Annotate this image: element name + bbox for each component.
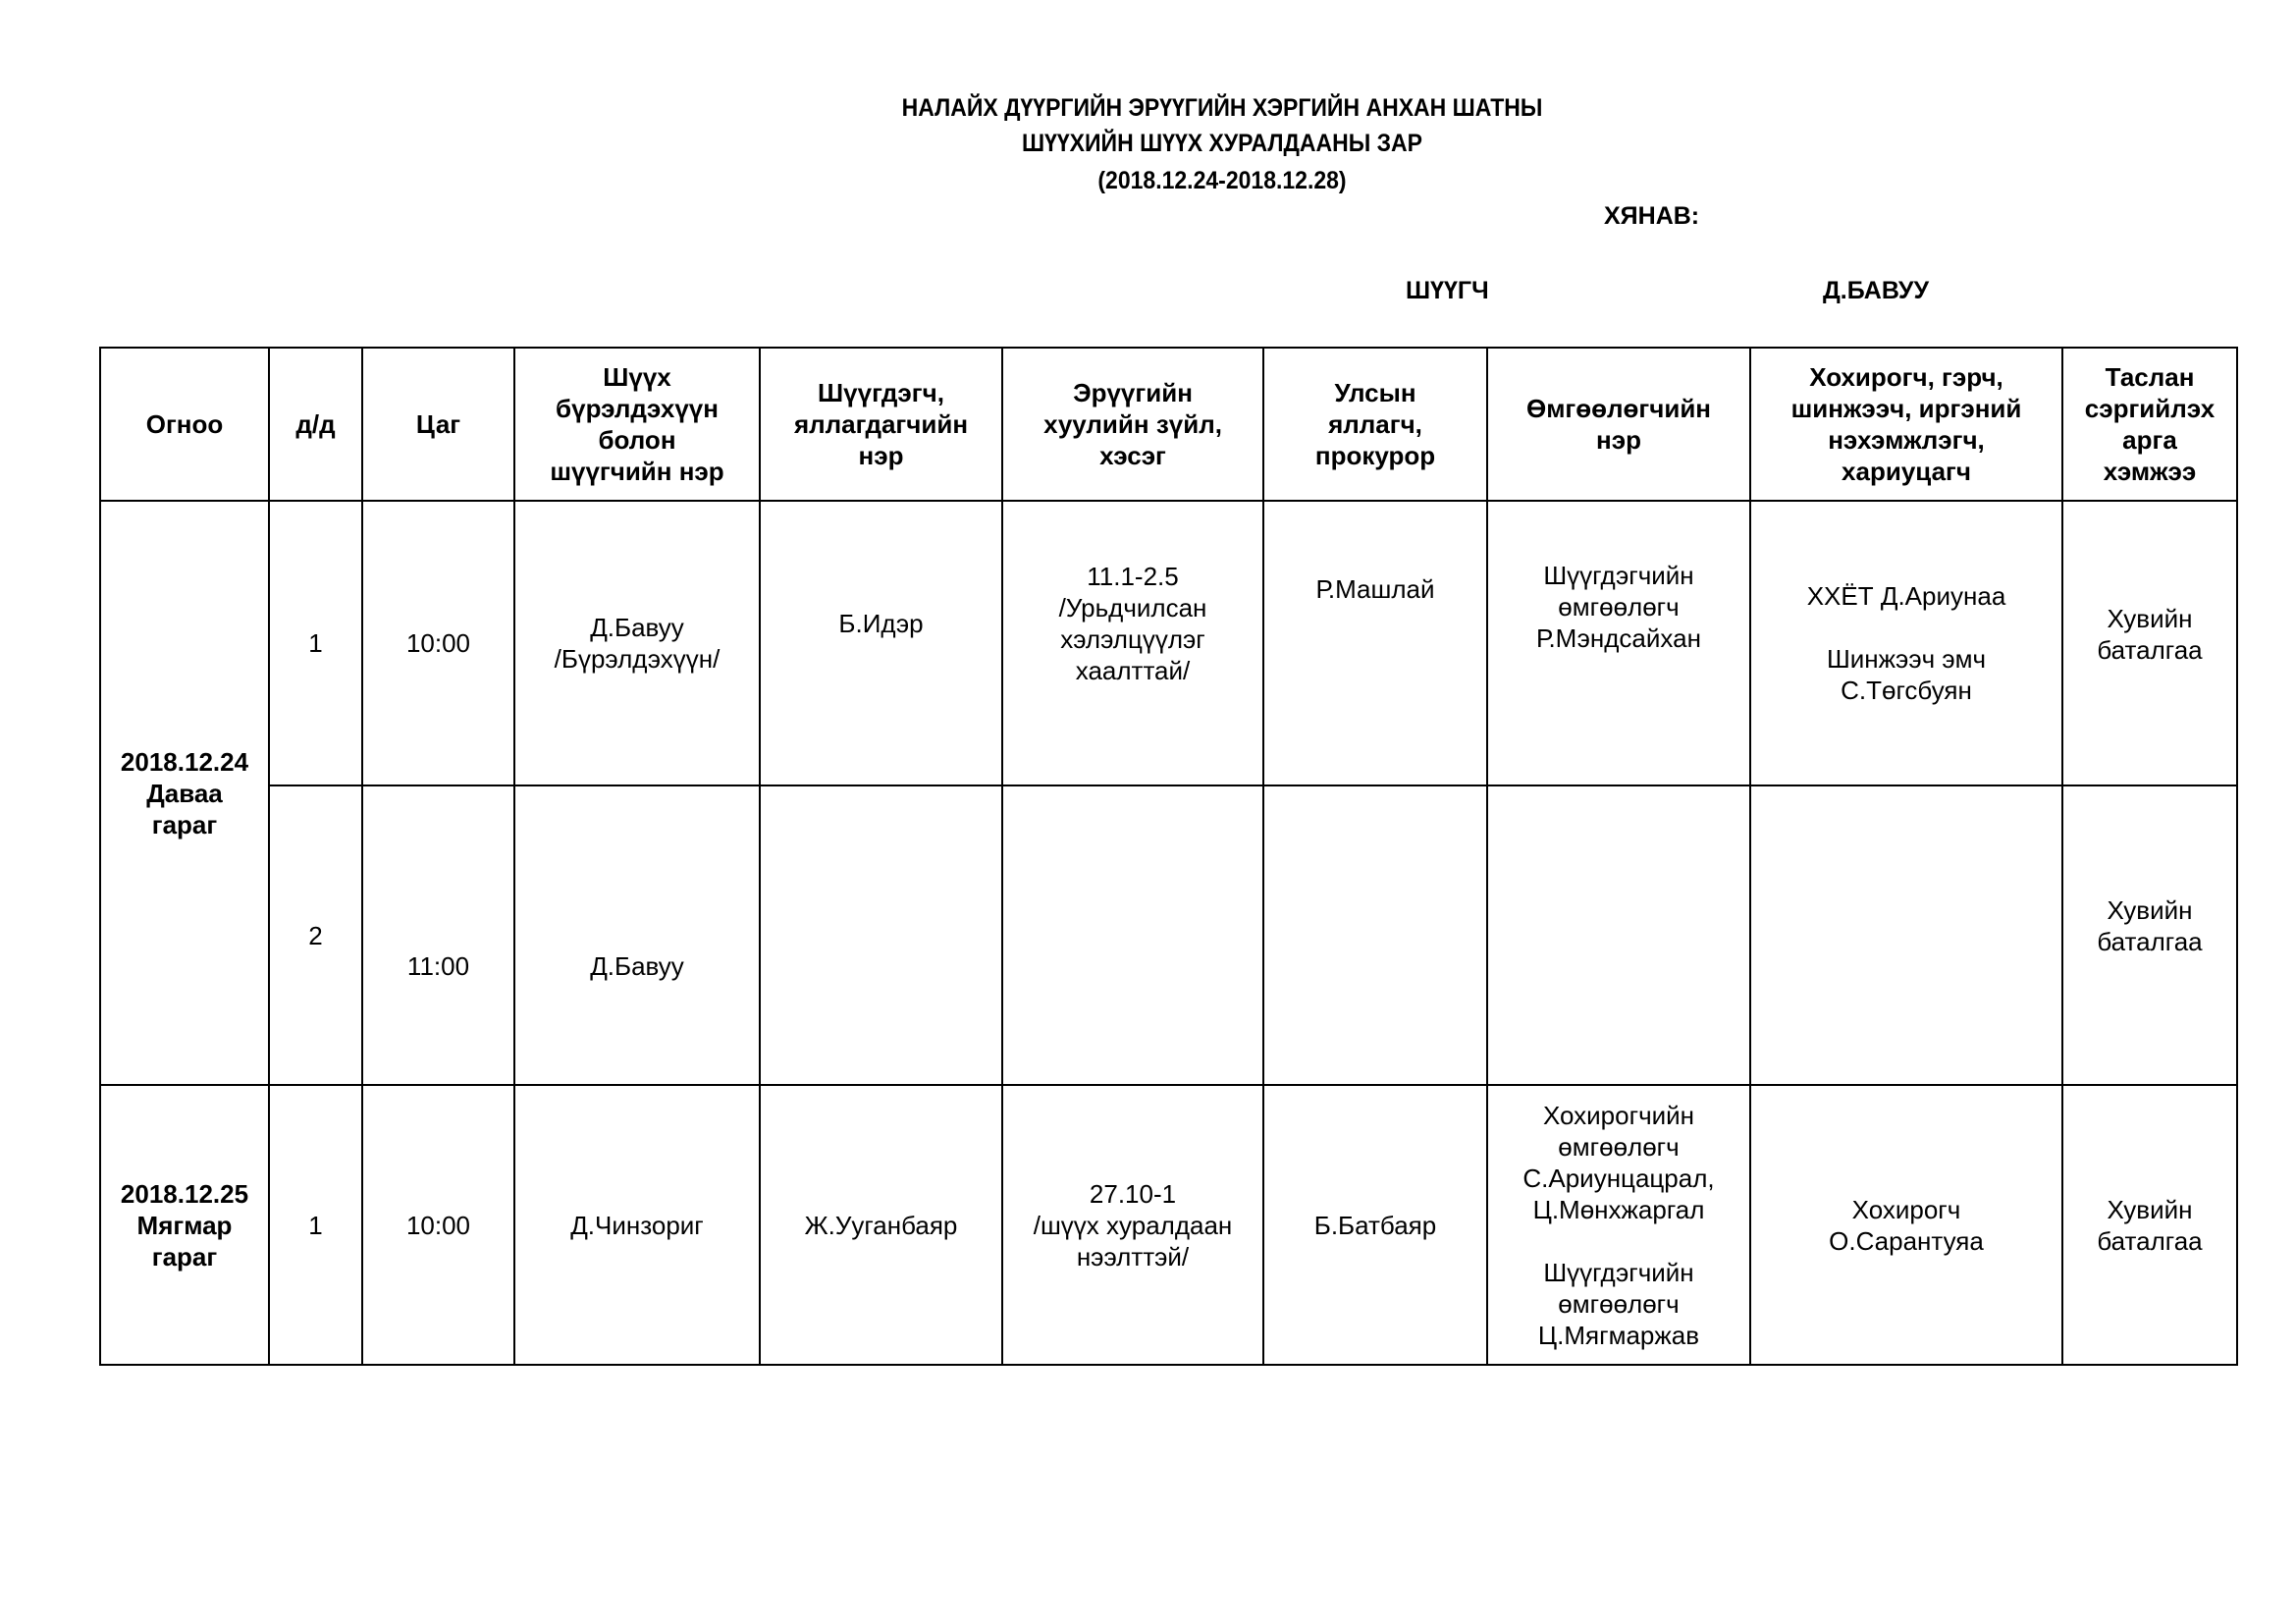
document-date-range: (2018.12.24-2018.12.28) xyxy=(1097,167,1347,194)
table-row xyxy=(100,1085,2237,1365)
table-row xyxy=(100,501,2237,785)
measure-cell: Хувийн баталгаа xyxy=(2062,1085,2237,1365)
column-header-court: Шүүх бүрэлдэхүүн болон шүүгчийн нэр xyxy=(514,348,760,501)
defendant-cell: Ж.Ууганбаяр xyxy=(760,1085,1002,1365)
date-cell: 2018.12.24 Даваа гараг xyxy=(100,501,269,1085)
judge-name: Д.БАВУУ xyxy=(1823,277,1930,304)
number-cell: 1 xyxy=(269,1085,362,1365)
column-header-victim: Хохирогч, гэрч, шинжээч, иргэний нэхэмжлэгч, хариуцагч xyxy=(1750,348,2062,501)
column-header-date: Огноо xyxy=(100,348,269,501)
column-header-defendant: Шүүгдэгч, яллагдагчийн нэр xyxy=(760,348,1002,501)
number-cell: 1 xyxy=(269,501,362,785)
defendant-cell xyxy=(760,785,1002,1085)
table-header-row xyxy=(100,348,2237,501)
time-cell: 10:00 xyxy=(362,1085,514,1365)
table-row xyxy=(100,785,2237,1085)
column-header-time: Цаг xyxy=(362,348,514,501)
article-cell: 27.10-1 /шүүх хуралдаан нээлттэй/ xyxy=(1002,1085,1263,1365)
court-cell: Д.Чинзориг xyxy=(514,1085,760,1365)
court-cell: Д.Бавуу xyxy=(514,785,760,1085)
column-header-prosecutor: Улсын яллагч, прокурор xyxy=(1263,348,1487,501)
column-header-lawyer: Өмгөөлөгчийн нэр xyxy=(1487,348,1750,501)
time-cell: 11:00 xyxy=(362,785,514,1085)
document-title-line1: НАЛАЙХ ДҮҮРГИЙН ЭРҮҮГИЙН ХЭРГИЙН АНХАН ШАТНЫ xyxy=(901,94,1543,122)
prosecutor-cell xyxy=(1263,785,1487,1085)
column-header-article: Эрүүгийн хуулийн зүйл, хэсэг xyxy=(1002,348,1263,501)
defendant-cell: Б.Идэр xyxy=(760,501,1002,785)
lawyer-cell: Шүүгдэгчийн өмгөөлөгч Р.Мэндсайхан xyxy=(1487,501,1750,785)
judge-label: ШҮҮГЧ xyxy=(1406,277,1489,304)
measure-cell: Хувийн баталгаа xyxy=(2062,785,2237,1085)
prosecutor-cell: Б.Батбаяр xyxy=(1263,1085,1487,1365)
victim-cell: Хохирогч О.Сарантуяа xyxy=(1750,1085,2062,1365)
article-cell xyxy=(1002,785,1263,1085)
approve-label: ХЯНАВ: xyxy=(1604,202,1700,230)
column-header-measure: Таслан сэргийлэх арга хэмжээ xyxy=(2062,348,2237,501)
document-title-line2: ШҮҮХИЙН ШҮҮХ ХУРАЛДААНЫ ЗАР xyxy=(1021,130,1422,157)
lawyer-cell xyxy=(1487,785,1750,1085)
victim-cell xyxy=(1750,785,2062,1085)
time-cell: 10:00 xyxy=(362,501,514,785)
lawyer-cell: Хохирогчийн өмгөөлөгч С.Ариунцацрал, Ц.Мөнхжаргал Шүүгдэгчийн өмгөөлөгч Ц.Мягмаржав xyxy=(1487,1085,1750,1365)
schedule-table xyxy=(99,347,2238,1366)
column-header-number: д/д xyxy=(269,348,362,501)
court-cell: Д.Бавуу /Бүрэлдэхүүн/ xyxy=(514,501,760,785)
date-cell: 2018.12.25 Мягмар гараг xyxy=(100,1085,269,1365)
number-cell: 2 xyxy=(269,785,362,1085)
measure-cell: Хувийн баталгаа xyxy=(2062,501,2237,785)
victim-cell: ХХЁТ Д.Ариунаа Шинжээч эмч С.Төгсбуян xyxy=(1750,501,2062,785)
prosecutor-cell: Р.Машлай xyxy=(1263,501,1487,785)
article-cell: 11.1-2.5 /Урьдчилсан хэлэлцүүлэг хаалттай/ xyxy=(1002,501,1263,785)
